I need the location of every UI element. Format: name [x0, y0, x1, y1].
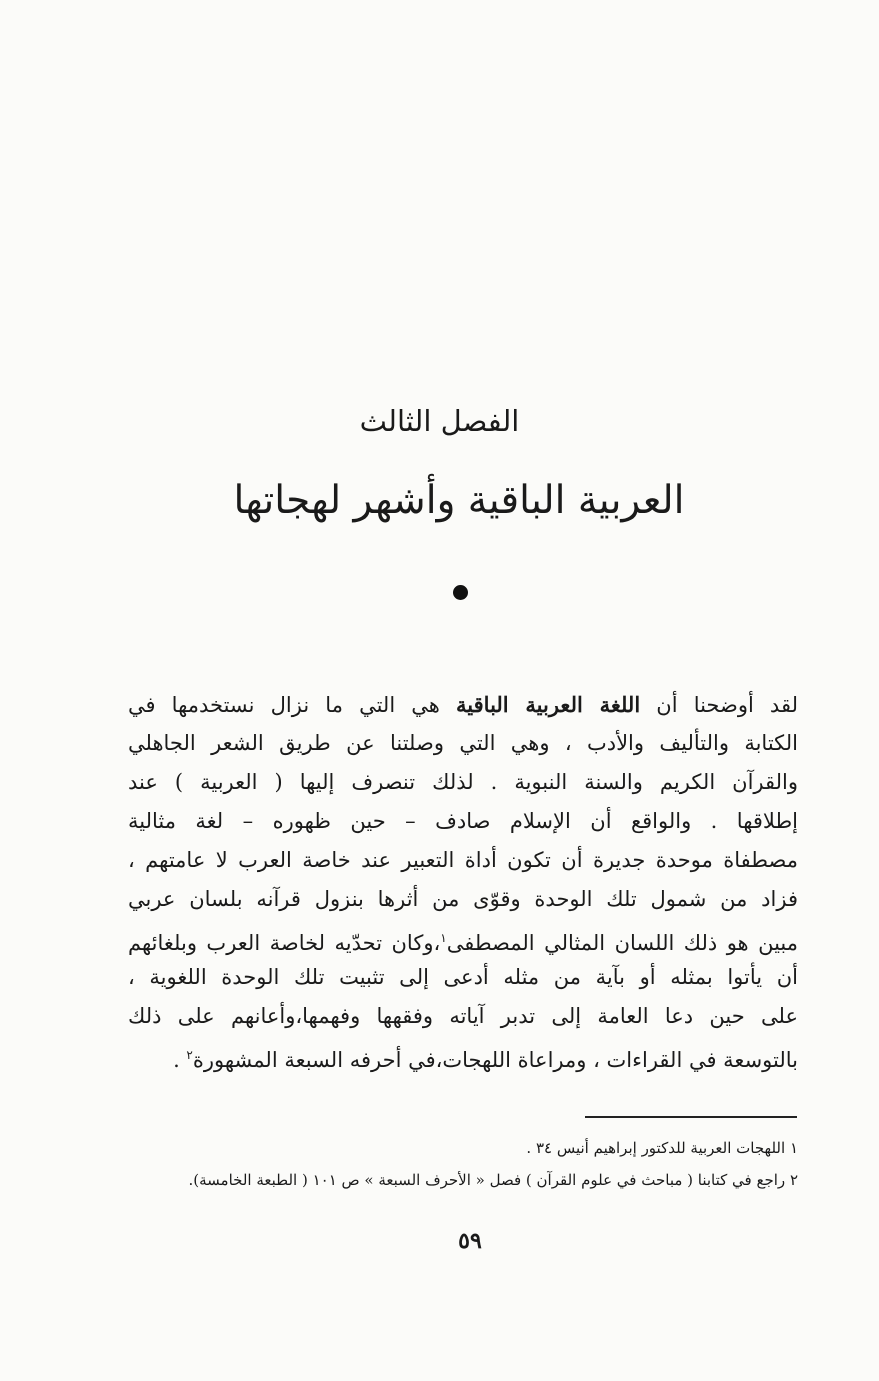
paragraph-line: الكتابة والتأليف والأدب ، وهي التي وصلتنا عن طريق الشعر الجاهلي — [128, 731, 798, 755]
bold-term: اللغة العربية الباقية — [456, 692, 641, 717]
paragraph-line: مبين هو ذلك اللسان المثالي المصطفى$^١$،وكان تحدّيه لخاصة العرب وبلغائهم — [128, 931, 798, 955]
paragraph-line: فزاد من شمول تلك الوحدة وقوّى من أثرها بنزول قرآنه بلسان عربي — [128, 887, 798, 911]
paragraph-line: لقد أوضحنا أن اللغة العربية الباقية هي التي ما نزال نستخدمها في — [128, 692, 798, 717]
chapter-title: العربية الباقية وأشهر لهجاتها — [233, 478, 685, 523]
chapter-label: الفصل الثالث — [359, 404, 520, 438]
footnote-marker: ٢ — [186, 1048, 193, 1062]
footnote-divider — [585, 1116, 797, 1118]
paragraph-line: والقرآن الكريم والسنة النبوية . لذلك تنصرف إليها ( العربية ) عند — [128, 770, 798, 794]
footnote-marker: ١ — [440, 931, 447, 945]
footnotes — [128, 1132, 798, 1196]
footnote-item: ١ اللهجات العربية للدكتور إبراهيم أنيس ٣٤ . — [526, 1139, 798, 1157]
paragraph-line: إطلاقها . والواقع أن الإسلام صادف – حين ظهوره – لغة مثالية — [128, 809, 798, 833]
paragraph-line: بالتوسعة في القراءات ، ومراعاة اللهجات،في أحرفه السبعة المشهورة$^٢$ . — [173, 1048, 798, 1072]
footnote-item: ٢ راجع في كتابنا ( مباحث في علوم القرآن ) فصل « الأحرف السبعة » ص ١٠١ ( الطبعة الخامسة). — [188, 1171, 798, 1189]
paragraph-line: مصطفاة موحدة جديرة أن تكون أداة التعبير عند خاصة العرب لا عامتهم ، — [128, 848, 798, 872]
paragraph-line: أن يأتوا بمثله أو بآية من مثله أدعى إلى تثبيت تلك الوحدة اللغوية ، — [128, 965, 798, 989]
section-ornament-dot — [453, 585, 468, 600]
paragraph-line: على حين دعا العامة إلى تدبر آياته وفقهها وفهمها،وأعانهم على ذلك — [128, 1004, 798, 1028]
body-paragraph — [128, 685, 798, 1075]
page-number: ٥٩ — [458, 1228, 482, 1254]
